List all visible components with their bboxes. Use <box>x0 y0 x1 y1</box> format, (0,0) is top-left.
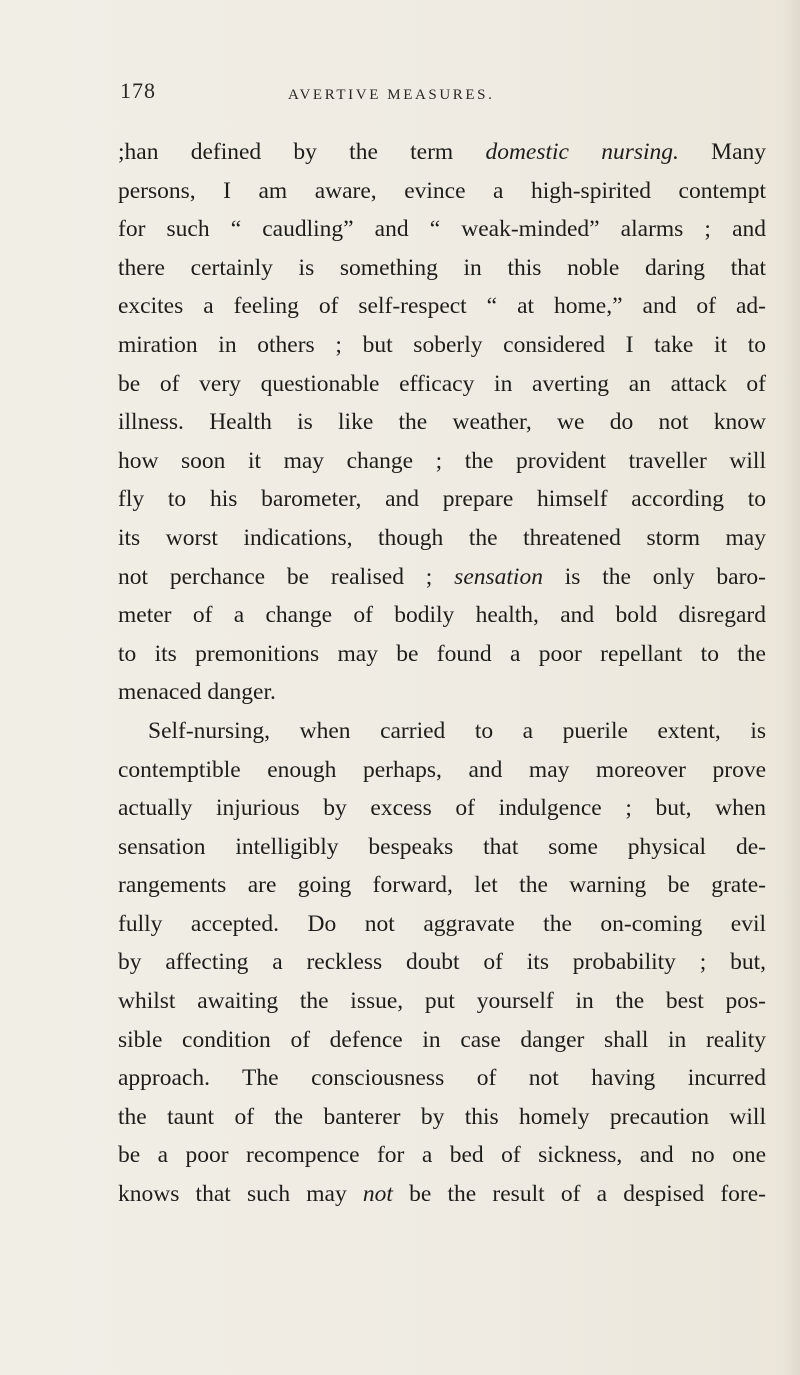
text-line: persons, I am aware, evince a high-spirited contempt <box>118 177 766 204</box>
text-line: whilst awaiting the issue, put yourself in the best pos- <box>118 988 766 1015</box>
text-line: ;han defined by the term domestic nursing. Many <box>118 139 766 165</box>
text-line: rangements are going forward, let the warning be grate- <box>118 872 766 899</box>
text-line: the taunt of the banterer by this homely precaution will <box>118 1103 766 1130</box>
running-head: AVERTIVE MEASURES. <box>288 87 495 103</box>
text-line: be of very questionable efficacy in averting an attack of <box>118 370 766 397</box>
text-line: for such “ caudling” and “ weak-minded” alarms ; and <box>118 216 766 243</box>
text-line: knows that such may not be the result of a despised fore- <box>118 1181 766 1208</box>
text-line: approach. The consciousness of not having incurred <box>118 1065 766 1092</box>
text-line: not perchance be realised ; sensation is the only baro- <box>118 563 766 590</box>
text-line: how soon it may change ; the provident traveller will <box>118 447 766 474</box>
text-line: contemptible enough perhaps, and may moreover prove <box>118 756 766 783</box>
text-line: miration in others ; but soberly considered I take it to <box>118 331 766 358</box>
italic-phrase: domestic nursing. <box>485 139 679 165</box>
page-header <box>120 78 760 108</box>
text-line: sible condition of defence in case danger shall in reality <box>118 1026 766 1053</box>
paragraph-end-line: menaced danger. <box>118 679 276 706</box>
text-line: actually injurious by excess of indulgence ; but, when <box>118 795 766 822</box>
text-line: its worst indications, though the threatened storm may <box>118 524 766 551</box>
page-number: 178 <box>120 78 156 103</box>
text-line: meter of a change of bodily health, and bold disregard <box>118 602 766 629</box>
text-line: be a poor recompence for a bed of sickness, and no one <box>118 1142 766 1169</box>
text-line: excites a feeling of self-respect “ at home,” and of ad- <box>118 293 766 320</box>
text-line: sensation intelligibly bespeaks that some physical de- <box>118 833 766 860</box>
text-line: there certainly is something in this noble daring that <box>118 254 766 281</box>
text-line: by affecting a reckless doubt of its probability ; but, <box>118 949 766 976</box>
italic-word: not <box>362 1181 393 1208</box>
text-line: to its premonitions may be found a poor repellant to the <box>118 640 766 667</box>
text-line: fly to his barometer, and prepare himself according to <box>118 486 766 513</box>
italic-word: sensation <box>454 563 543 590</box>
text-line: fully accepted. Do not aggravate the on-coming evil <box>118 910 766 937</box>
text-line: illness. Health is like the weather, we do not know <box>118 409 766 436</box>
body-text <box>118 133 766 1214</box>
page-edge-shading <box>782 0 800 1375</box>
paragraph-start-line: Self-nursing, when carried to a puerile extent, is <box>148 717 766 744</box>
